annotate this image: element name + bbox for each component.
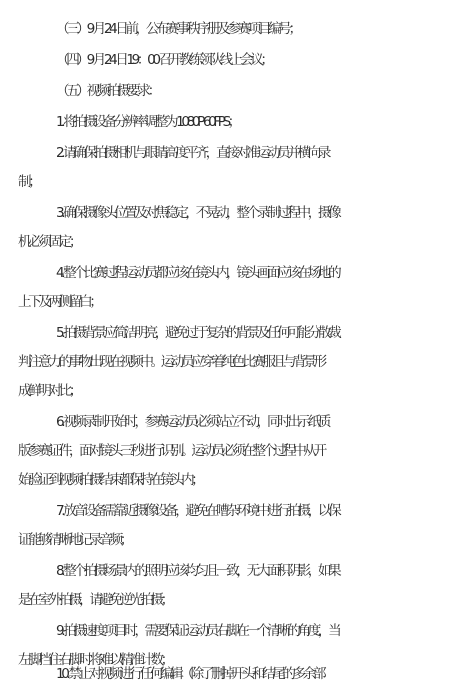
line-item-3-cont: 机必须固定； [18, 234, 80, 250]
line-item-6-cont-1: 版参赛证件，面对镜头三秒进行识别。运动员必须在整个过程中从开 [18, 443, 324, 459]
line-item-4: 4. 整个比赛过程运动员都应该在镜头内，镜头画面应该在场地的 [56, 265, 339, 281]
line-item-7: 7. 放音设备需靠近摄像设备，避免在嘈杂环境中进行拍摄，以保 [56, 503, 339, 519]
line-item-2-cont: 制； [18, 174, 39, 190]
line-item-6-cont-2: 始验证到视频拍摄结束都保持在镜头内； [18, 472, 202, 488]
line-item-4-cont: 上下及两侧留白； [18, 294, 100, 310]
line-item-9: 9. 拍摄速度项目时，需要保证运动员右脚在一个清晰的角度，当 [56, 623, 339, 639]
line-video-heading: （五）视频拍摄要求： [56, 83, 158, 99]
line-item-8: 8. 整个拍摄场景内的照明应该均匀且一致，无大面积阴影，如果 [56, 563, 339, 579]
line-item-10: 10. 禁止对视频进行任何编辑（除了删掉开头和结尾的多余部 [56, 666, 324, 682]
line-item-5-cont-2: 成鲜明对比； [18, 383, 80, 399]
line-schedule-release: （三）9 月 24 日前，公布赛事秩序册及参赛项目编号； [56, 21, 299, 37]
line-item-5: 5. 拍摄背景应简洁明亮，避免过于复杂的背景及任何可能分散裁 [56, 325, 339, 341]
line-item-9-cont: 左脚挡住右脚时将难以精准计数； [18, 652, 171, 668]
line-coach-meeting: （四）9 月 24 日 19：00 召开教练领队线上会议； [56, 52, 271, 68]
line-item-2: 2. 请确保拍摄相机与眼睛高度平齐，直接对准运动员并横向录 [56, 145, 329, 161]
line-item-1: 1. 将拍摄设备分辨率调整为 1080P 60FPS； [56, 114, 238, 130]
line-item-5-cont-1: 判注意力的事物出现在视频中。运动员应穿着纯色比赛服且与背景形 [18, 354, 324, 370]
line-item-8-cont: 是在室外拍摄，请避免逆光拍摄； [18, 592, 171, 608]
line-item-6: 6. 视频录制开始时，参赛运动员必须站立不动，同时出示纸质 [56, 414, 329, 430]
line-item-7-cont: 证能够清晰地记录音频； [18, 532, 131, 548]
line-item-3: 3. 确保摄像头位置及对焦稳定，不晃动，整个录制过程中，摄像 [56, 205, 339, 221]
